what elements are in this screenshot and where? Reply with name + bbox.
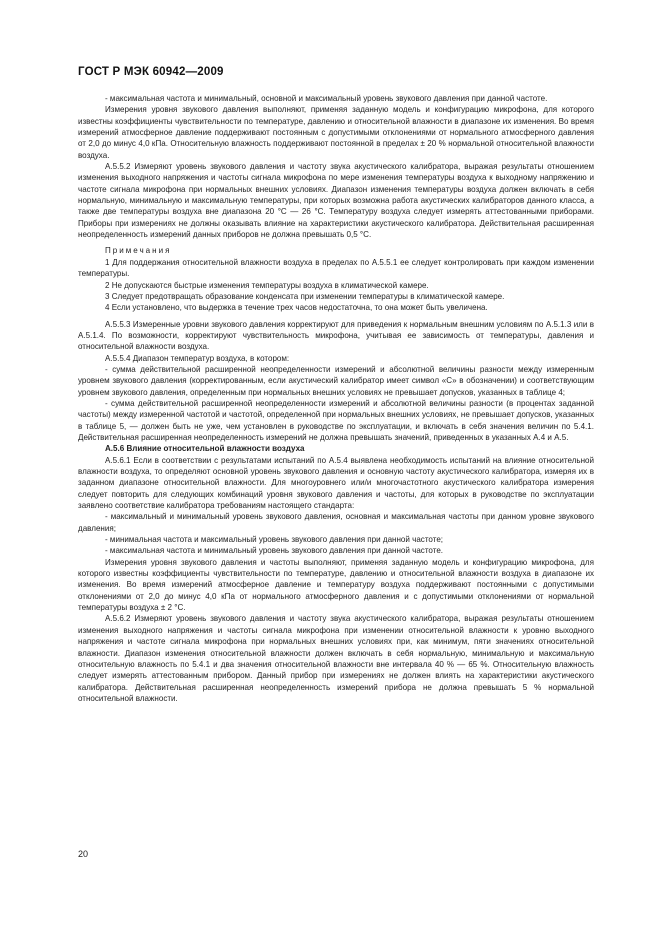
paragraph: - сумма действительной расширенной неопределенности измерений и абсолютной величины разности (в процентах заданной частоты) между измеренной частотой и частотой, определенной при нормальных внешних условиях, не превышает допусков, указанных в таблице 5, — должен быть не уже, чем установлен в руководстве по эксплуатации, и включать в себя значения величин по 5.4.1. Действительная расширенная неопределенность измерений не должна превышать значений, приведенных в указанных А.4 и А.5.	[78, 398, 594, 442]
paragraph: - максимальная частота и минимальный, основной и максимальный уровень звукового давления при данной частоте.	[105, 94, 548, 103]
paragraph: - максимальный и минимальный уровень звукового давления, основная и максимальная частоты при данном уровне звукового давления;	[78, 512, 594, 533]
document-header: ГОСТ Р МЭК 60942—2009	[78, 66, 224, 78]
paragraph: А.5.5.4 Диапазон температур воздуха, в котором:	[105, 353, 290, 363]
note-item: 1 Для поддержания относительной влажности воздуха в пределах по А.5.5.1 ее следует контролировать при каждом изменении температуры.	[78, 257, 594, 279]
paragraph: - минимальная частота и максимальный уровень звукового давления при данной частоте;	[105, 535, 444, 545]
page-number: 20	[78, 849, 89, 859]
paragraph: А.5.5.2 Измеряют уровень звукового давления и частоту звука акустического калибратора, выражая результаты отношением изменения выходного напряжения и частоты сигнала микрофона по мере изменения температуры воздуха к выходному напряжению и частоте сигнала микрофона при нормальных внешних условиях. Диапазон изменения температуры воздуха должен включать в себя нормальную, минимальную и максимальную температуры, при которых возможна работа акустических калибраторов данного класса, а также две температуры воздуха вне диапазона 20 °С — 26 °С. Температуру воздуха следует измерять аттестованными приборами. Приборы при измерениях не должны оказывать влияние на характеристики акустического калибратора. Действительная расширенная неопределенность измерений данных приборов не должна превышать 0,5 °С.	[78, 162, 594, 240]
note-item: 3 Следует предотвращать образование конденсата при изменении температуры в климатической камере.	[105, 291, 505, 301]
paragraph: А.5.6.1 Если в соответствии с результатами испытаний по А.5.4 выявлена необходимость испытаний на влияние относительной влажности воздуха, то определяют основной уровень звукового давления и основную частоту акустического калибратора, измеряя их в заданном диапазоне относительной влажности. Для многоуровнего или/и многочастотного акустического калибратора измерения следует повторить для следующих комбинаций уровня звукового давления и частоты, для которых в руководстве по эксплуатации заявлено соответствие калибратора требованиям настоящего стандарта:	[78, 455, 594, 511]
paragraph: Измерения уровня звукового давления и частоты выполняют, применяя заданную модель и конфигурацию микрофона, для которого известны коэффициенты чувствительности по температуре, давлению и относительной влажности воздуха в диапазоне их изменения. Во время измерений атмосферное давление и температуру воздуха поддерживают постоянными с допустимыми отклонениями от 2,0 до минус 4,0 кПа от нормального атмосферного давления и с допустимыми отклонениями от нормальной температуры воздуха ± 2 °С.	[78, 557, 594, 613]
notes-heading: Примечания	[105, 246, 172, 256]
section-heading: А.5.6 Влияние относительной влажности воздуха	[105, 444, 305, 454]
note-item: 4 Если установлено, что выдержка в течение трех часов недостаточна, то она может быть увеличена.	[105, 303, 488, 313]
paragraph: Измерения уровня звукового давления выполняют, применяя заданную модель и конфигурацию микрофона, для которого известны коэффициенты чувствительности по температуре, давлению и относительной влажности в диапазоне их изменения. Во время измерений атмосферное давление поддерживают постоянным с допустимыми отклонениями от нормального атмосферного давления от 2,0 до минус 4,0 кПа. Относительную влажность поддерживают постоянной в пределах ± 20 % нормальной относительной влажности воздуха.	[78, 105, 594, 160]
paragraph: - максимальная частота и минимальный уровень звукового давления при данной частоте.	[105, 546, 444, 556]
paragraph: А.5.5.3 Измеренные уровни звукового давления корректируют для приведения к нормальным внешним условиям по А.5.1.3 или в А.5.1.4. По возможности, корректируют чувствительность микрофона, учитывая ее зависимость от температуры, давления и относительной влажности воздуха.	[78, 319, 594, 352]
paragraph: А.5.6.2 Измеряют уровень звукового давления и частоту звука акустического калибратора, выражая результаты отношением изменения выходного напряжения и частоты сигнала микрофона при изменении относительной влажности к уровню выходного напряжения и частоте сигнала микрофона при нормальных внешних условиях при, как минимум, пяти значениях относительной влажности. Диапазон изменения относительной влажности должен включать в себя нормальную, минимальную и максимальную относительную влажность по 5.4.1 и два значения относительной влажности вне интервала 40 % — 65 %. Относительную влажность следует измерять аттестованным прибором. Данный прибор при измерениях не должен влиять на характеристики акустического калибратора. Действительная расширенная неопределенность измерений прибора не должна превышать 5 % нормальной относительной влажности.	[78, 614, 594, 703]
document-body	[78, 93, 594, 704]
note-item: 2 Не допускаются быстрые изменения температуры воздуха в климатической камере.	[105, 280, 429, 290]
paragraph: - сумма действительной расширенной неопределенности измерений и абсолютной величины разности между измеренным уровнем звукового давления (корректированным, если акустический калибратор имеет символ «С» в обозначении) и соответствующим уровнем звукового давления, определенным при нормальных внешних условиях не превышает допусков, указанных в таблице 4;	[78, 364, 594, 397]
